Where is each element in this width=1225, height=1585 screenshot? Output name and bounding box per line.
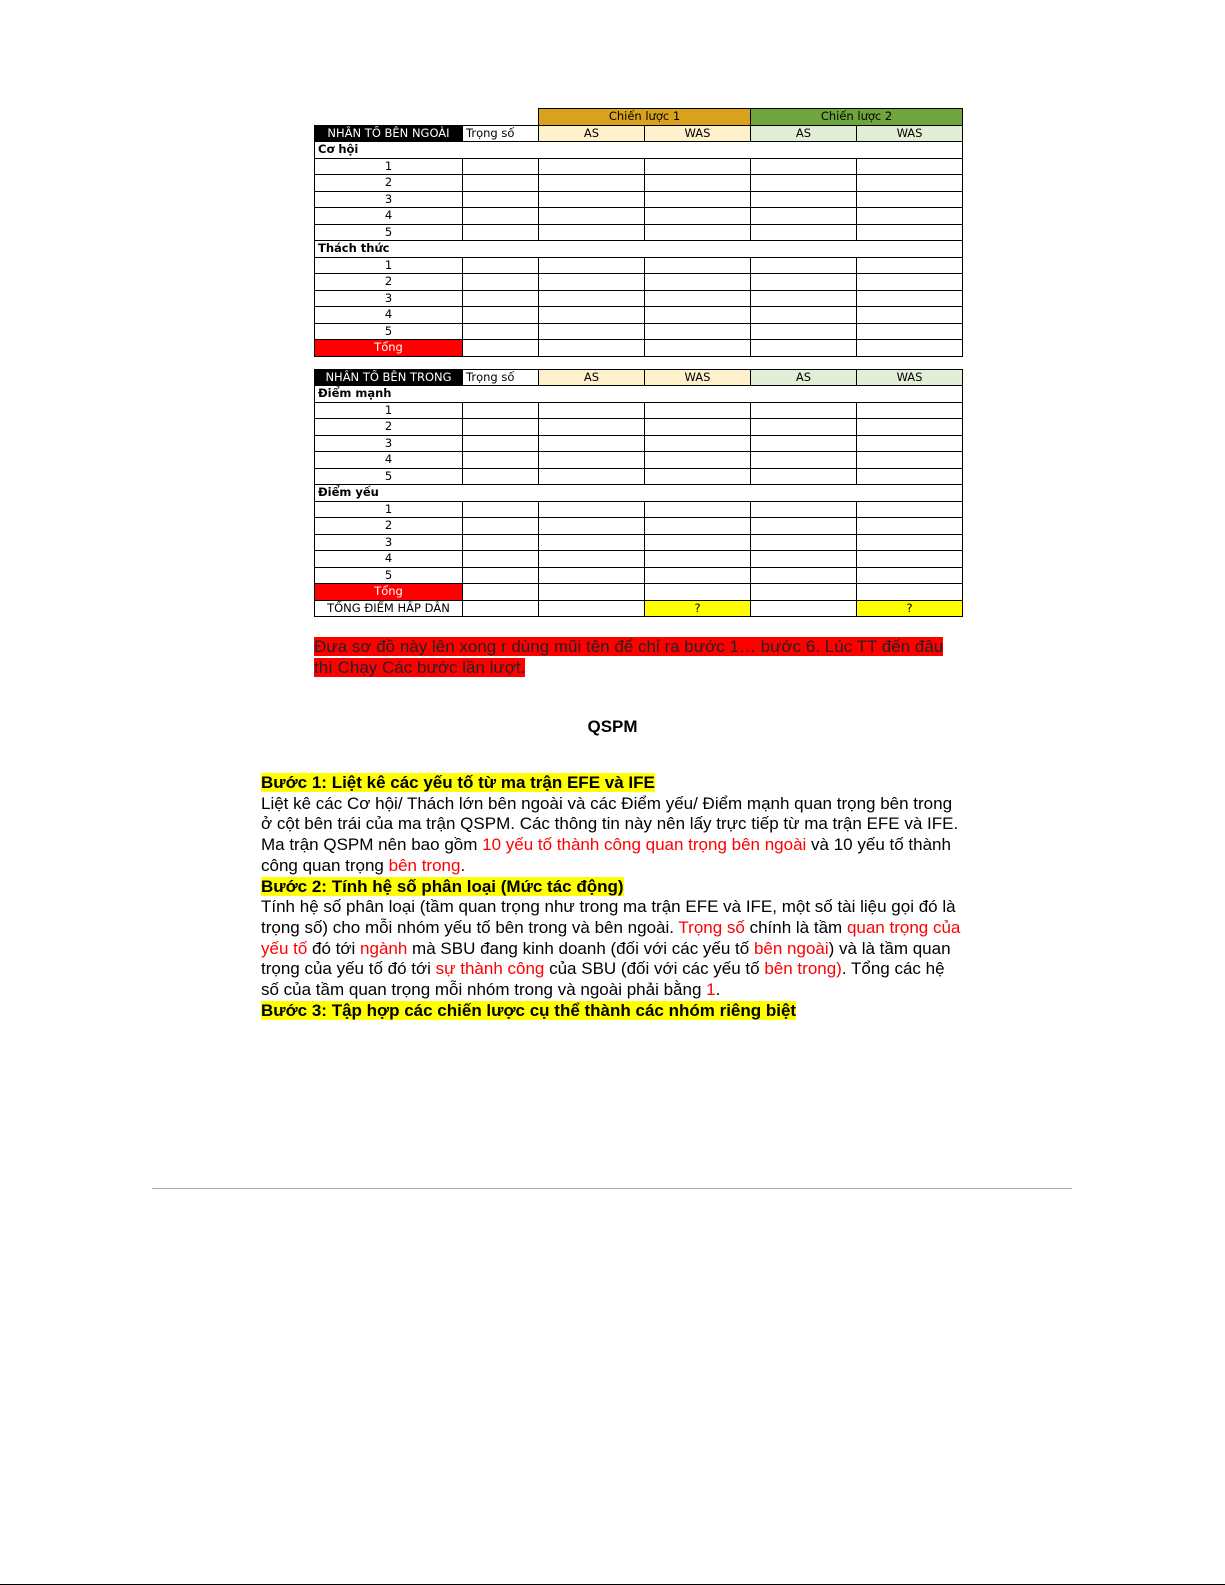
table-cell [857, 551, 963, 568]
group-opportunities: Cơ hội [315, 142, 963, 159]
external-factors-header: NHÂN TỐ BÊN NGOÀI [315, 125, 463, 142]
table-row [315, 175, 963, 192]
table-row [315, 534, 963, 551]
table-cell [645, 567, 751, 584]
table-cell [645, 452, 751, 469]
table-cell [645, 435, 751, 452]
factor-number: 2 [315, 274, 463, 291]
table-cell [645, 551, 751, 568]
table-cell [645, 419, 751, 436]
table-cell [645, 584, 751, 601]
table-cell [645, 224, 751, 241]
table-cell [463, 175, 539, 192]
strategy1-was-header: WAS [645, 369, 751, 386]
table-cell [539, 191, 645, 208]
table-cell [857, 534, 963, 551]
table-row [315, 290, 963, 307]
table-cell [751, 307, 857, 324]
table-cell [463, 419, 539, 436]
table-row [315, 257, 963, 274]
table-row [315, 485, 963, 502]
table-row [315, 435, 963, 452]
table-cell [751, 518, 857, 535]
table-cell [463, 468, 539, 485]
factor-number: 2 [315, 175, 463, 192]
table-cell [463, 257, 539, 274]
table-cell [857, 468, 963, 485]
table-cell [463, 158, 539, 175]
table-cell [539, 600, 645, 617]
strategy1-as-header: AS [539, 125, 645, 142]
table-cell [463, 518, 539, 535]
strategy1-header: Chiến lược 1 [539, 109, 751, 126]
factor-number: 3 [315, 534, 463, 551]
table-row [315, 600, 963, 617]
table-cell [857, 340, 963, 357]
table-cell [645, 501, 751, 518]
table-cell [751, 501, 857, 518]
strategy2-was-header: WAS [857, 125, 963, 142]
table-cell [751, 274, 857, 291]
table-cell [539, 584, 645, 601]
table-cell [751, 290, 857, 307]
table-cell [539, 452, 645, 469]
table-cell [463, 551, 539, 568]
factor-number: 2 [315, 518, 463, 535]
strategy2-total-was: ? [857, 600, 963, 617]
table-cell [645, 158, 751, 175]
table-cell [539, 290, 645, 307]
page-divider [152, 1188, 1072, 1189]
table-cell [463, 224, 539, 241]
table-cell [463, 340, 539, 357]
table-cell [539, 501, 645, 518]
table-cell [539, 274, 645, 291]
table-row [315, 142, 963, 159]
total-label: Tổng [315, 340, 463, 357]
factor-number: 1 [315, 402, 463, 419]
table-cell [751, 419, 857, 436]
table-cell [751, 600, 857, 617]
table-row [315, 452, 963, 469]
table-cell [645, 468, 751, 485]
table-row [315, 551, 963, 568]
table-cell [857, 158, 963, 175]
factor-number: 5 [315, 323, 463, 340]
table-cell [751, 191, 857, 208]
table-cell [751, 402, 857, 419]
table-cell [751, 323, 857, 340]
table-cell [751, 435, 857, 452]
table-cell [751, 208, 857, 225]
table-cell [463, 307, 539, 324]
table-row [315, 501, 963, 518]
factor-number: 5 [315, 224, 463, 241]
table-cell [645, 274, 751, 291]
table-cell [645, 290, 751, 307]
table-cell [857, 419, 963, 436]
table-row [315, 340, 963, 357]
table-row [315, 356, 963, 369]
table-cell [857, 224, 963, 241]
table-cell [463, 290, 539, 307]
table-cell [539, 208, 645, 225]
table-cell [857, 584, 963, 601]
table-cell [645, 191, 751, 208]
table-row [315, 468, 963, 485]
table-cell [539, 307, 645, 324]
table-cell [857, 191, 963, 208]
table-cell [539, 468, 645, 485]
table-cell [463, 208, 539, 225]
factor-number: 5 [315, 567, 463, 584]
group-weaknesses: Điểm yếu [315, 485, 963, 502]
table-cell [645, 323, 751, 340]
table-row [315, 369, 963, 386]
factor-number: 3 [315, 435, 463, 452]
factor-number: 4 [315, 452, 463, 469]
table-row [315, 567, 963, 584]
step1-text: Liệt kê các Cơ hội/ Thách lớn bên ngoài và các Điểm yếu/ Điểm mạnh quan trọng bên trong ở cột bên trái của ma trận QSPM. Các thông tin này nên lấy trực tiếp từ ma trận EFE và IFE. Ma trận QSPM nên bao gồm 10 yếu tố thành công quan trọng bên ngoài và 10 yếu tố thành công quan trọng bên trong. [261, 793, 959, 875]
table-row [315, 109, 963, 126]
table-cell [463, 274, 539, 291]
table-cell [463, 323, 539, 340]
table-cell [463, 600, 539, 617]
table-row [315, 191, 963, 208]
table-cell [539, 175, 645, 192]
page-title: QSPM [587, 717, 638, 736]
table-cell [857, 175, 963, 192]
table-cell [645, 257, 751, 274]
table-cell [645, 175, 751, 192]
table-cell [539, 323, 645, 340]
steps-section [261, 773, 961, 1021]
step2-title: Bước 2: Tính hệ số phân loại (Mức tác động) [261, 876, 624, 896]
table-cell [857, 274, 963, 291]
table-corner [315, 109, 539, 126]
group-strengths: Điểm mạnh [315, 386, 963, 403]
factor-number: 3 [315, 191, 463, 208]
weight-header: Trọng số [463, 369, 539, 386]
table-cell [857, 257, 963, 274]
table-row [315, 274, 963, 291]
factor-number: 1 [315, 501, 463, 518]
table-cell [857, 307, 963, 324]
strategy1-was-header: WAS [645, 125, 751, 142]
table-cell [857, 452, 963, 469]
table-cell [463, 452, 539, 469]
table-row [315, 402, 963, 419]
table-row [315, 584, 963, 601]
table-cell [539, 567, 645, 584]
strategy2-as-header: AS [751, 369, 857, 386]
table-cell [857, 435, 963, 452]
grand-total-label: TỔNG ĐIỂM HẤP DẪN [315, 600, 463, 617]
factor-number: 4 [315, 551, 463, 568]
table-cell [751, 175, 857, 192]
table-cell [463, 191, 539, 208]
table-cell [539, 340, 645, 357]
step1-title: Bước 1: Liệt kê các yếu tố từ ma trận EFE và IFE [261, 773, 655, 792]
table-cell [751, 257, 857, 274]
table-spacer [315, 356, 963, 369]
step2-text: Tính hệ số phân loại (tầm quan trọng như trong ma trận EFE và IFE, một số tài liệu gọi đó là trọng số) cho mỗi nhóm yếu tố bên trong và bên ngoài. Trọng số chính là tầm quan trọng của yếu tố đó tới ngành mà SBU đang kinh doanh (đối với các yếu tố bên ngoài) và là tầm quan trọng của yếu tố đó tới sự thành công của SBU (đối với các yếu tố bên trong). Tổng các hệ số của tầm quan trọng mỗi nhóm trong và ngoài phải bằng 1. [261, 897, 961, 1000]
table-cell [751, 340, 857, 357]
table-cell [857, 290, 963, 307]
strategy1-as-header: AS [539, 369, 645, 386]
table-row [315, 518, 963, 535]
factor-number: 4 [315, 208, 463, 225]
strategy2-as-header: AS [751, 125, 857, 142]
table-cell [857, 501, 963, 518]
instruction-note: Đưa sơ đồ này lên xong r dùng mũi tên để chỉ ra bước 1… bước 6. Lúc TT đến đâu thì Chạy Các bước lần lượt. [314, 637, 944, 677]
step3-title: Bước 3: Tập hợp các chiến lược cụ thể thành các nhóm riêng biệt [261, 1000, 797, 1020]
table-cell [645, 340, 751, 357]
table-row [315, 224, 963, 241]
table-row [315, 307, 963, 324]
table-cell [751, 468, 857, 485]
table-cell [539, 435, 645, 452]
factor-number: 3 [315, 290, 463, 307]
factor-number: 1 [315, 158, 463, 175]
table-cell [539, 534, 645, 551]
table-cell [539, 158, 645, 175]
table-cell [463, 584, 539, 601]
table-row [315, 323, 963, 340]
table-cell [539, 551, 645, 568]
table-cell [751, 158, 857, 175]
table-cell [463, 567, 539, 584]
table-cell [539, 518, 645, 535]
strategy2-header: Chiến lược 2 [751, 109, 963, 126]
table-cell [539, 419, 645, 436]
table-row [315, 158, 963, 175]
table-cell [463, 501, 539, 518]
table-cell [539, 402, 645, 419]
factor-number: 1 [315, 257, 463, 274]
table-cell [751, 224, 857, 241]
table-cell [857, 567, 963, 584]
group-threats: Thách thức [315, 241, 963, 258]
table-row [315, 125, 963, 142]
table-cell [645, 208, 751, 225]
table-cell [751, 534, 857, 551]
table-row [315, 241, 963, 258]
table-cell [645, 307, 751, 324]
table-cell [857, 518, 963, 535]
table-cell [463, 402, 539, 419]
factor-number: 4 [315, 307, 463, 324]
table-cell [751, 567, 857, 584]
table-cell [857, 402, 963, 419]
qspm-table [314, 108, 963, 617]
table-cell [751, 551, 857, 568]
table-cell [645, 534, 751, 551]
internal-factors-header: NHÂN TỐ BÊN TRONG [315, 369, 463, 386]
table-cell [857, 208, 963, 225]
table-cell [857, 323, 963, 340]
table-cell [751, 452, 857, 469]
table-cell [645, 518, 751, 535]
table-cell [463, 534, 539, 551]
factor-number: 2 [315, 419, 463, 436]
total-label: Tổng [315, 584, 463, 601]
table-cell [463, 435, 539, 452]
table-row [315, 386, 963, 403]
table-row [315, 208, 963, 225]
factor-number: 5 [315, 468, 463, 485]
table-cell [539, 257, 645, 274]
table-cell [751, 584, 857, 601]
table-row [315, 419, 963, 436]
table-cell [539, 224, 645, 241]
table-cell [645, 402, 751, 419]
weight-header: Trọng số [463, 125, 539, 142]
strategy2-was-header: WAS [857, 369, 963, 386]
strategy1-total-was: ? [645, 600, 751, 617]
